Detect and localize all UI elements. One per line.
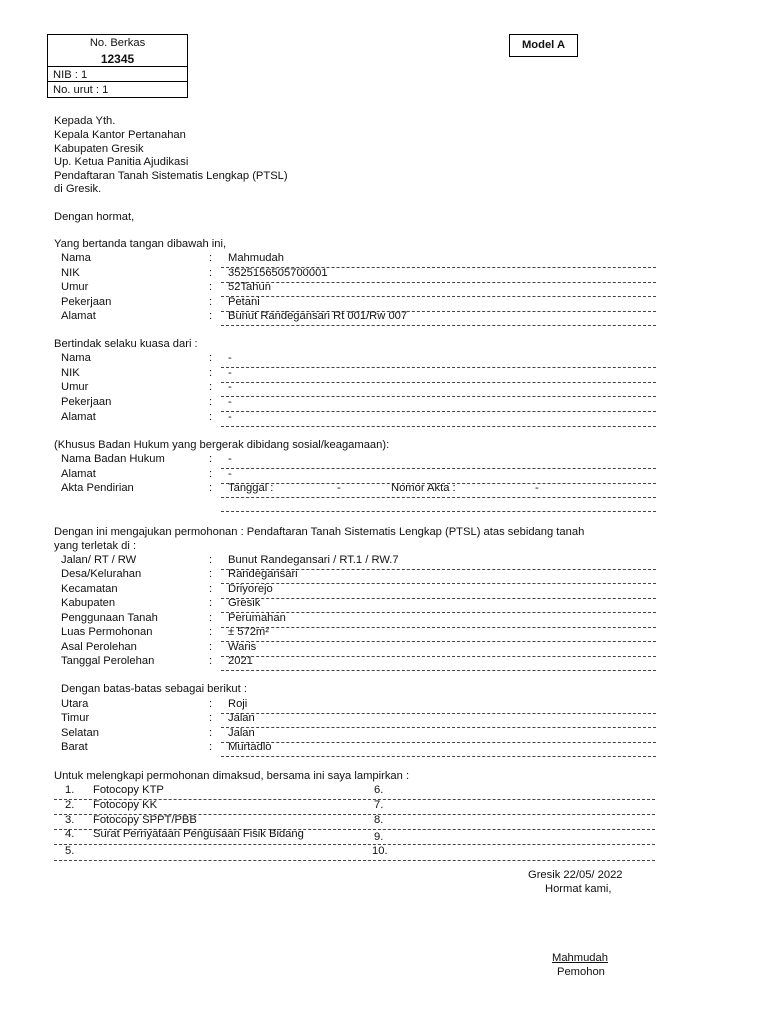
request-text: yang terletak di :: [54, 540, 137, 552]
field-value: -: [228, 453, 232, 465]
berkas-box: [47, 34, 188, 98]
address-line: Pendaftaran Tanah Sistematis Lengkap (PTSL): [54, 170, 288, 182]
field-label: Kabupaten: [61, 597, 116, 609]
field-label: Alamat: [61, 310, 96, 322]
field-value: -: [228, 352, 232, 364]
field-label: Pekerjaan: [61, 296, 112, 308]
field-value: Bunut Randegansari / RT.1 / RW.7: [228, 554, 399, 566]
nomor-akta-value: -: [535, 482, 539, 494]
berkas-label: No. Berkas: [89, 37, 146, 49]
boundary-row: Timur : Jalan: [61, 713, 661, 728]
field-value: 2021: [228, 655, 253, 667]
attachment-number: 10.: [372, 845, 388, 857]
field-value: Waris: [228, 641, 257, 653]
attachment-text: Surat Pernyataan Pengusaan Fisik Bidang: [93, 828, 304, 840]
signer-role: Pemohon: [557, 966, 605, 978]
signer-name: Mahmudah: [552, 952, 608, 964]
field-value: ± 572m²: [228, 626, 269, 638]
signer-row: NIK : 3525156505700001: [61, 268, 661, 283]
proxy-row: Umur : -: [61, 382, 661, 397]
field-label: Umur: [61, 281, 89, 293]
legal-row: Nama Badan Hukum : -: [61, 454, 661, 469]
legal-row: Akta Pendirian : Tanggal : - Nomor Akta : -: [61, 483, 661, 498]
attachment-text: Fotocopy KK: [93, 799, 158, 811]
nomor-akta-label: Nomor Akta :: [391, 482, 456, 494]
attachment-number: 1.: [65, 784, 75, 796]
attachment-row: [54, 830, 659, 845]
field-label: Alamat: [61, 411, 96, 423]
land-row: Desa/Kelurahan : Randegansari: [61, 569, 661, 584]
field-label: Nama: [61, 352, 91, 364]
field-label: Kecamatan: [61, 583, 118, 595]
address-line: Kepala Kantor Pertanahan: [54, 129, 186, 141]
attachment-number: 5.: [65, 845, 75, 857]
field-label: Akta Pendirian: [61, 482, 134, 494]
attachment-number: 9.: [374, 831, 384, 843]
attachment-text: Fotocopy KTP: [93, 784, 164, 796]
attachment-number: 2.: [65, 799, 75, 811]
field-label: Nama Badan Hukum: [61, 453, 165, 465]
field-value: -: [228, 468, 232, 480]
field-value: Petani: [228, 296, 260, 308]
berkas-number: 12345: [100, 52, 135, 66]
legal-row: Alamat : -: [61, 469, 661, 484]
field-value: -: [228, 396, 232, 408]
field-value: Jalan: [228, 727, 255, 739]
land-row: Asal Perolehan : Waris: [61, 642, 661, 657]
tanggal-label: Tanggal :: [228, 482, 274, 494]
field-value: Gresik: [228, 597, 261, 609]
field-label: Tanggal Perolehan: [61, 655, 155, 667]
field-value: Randegansari: [228, 568, 298, 580]
field-label: Jalan/ RT / RW: [61, 554, 137, 566]
field-label: Nama: [61, 252, 91, 264]
address-line: Kabupaten Gresik: [54, 143, 144, 155]
address-line: Kepada Yth.: [54, 115, 116, 127]
attachment-number: 4.: [65, 828, 75, 840]
field-label: NIK: [61, 267, 80, 279]
signer-row: Nama : Mahmudah: [61, 253, 661, 268]
land-row: Tanggal Perolehan : 2021: [61, 656, 661, 671]
field-label: Selatan: [61, 727, 99, 739]
field-label: Timur: [61, 712, 90, 724]
field-value: Murtadlo: [228, 741, 272, 753]
field-value: Bunut Randegansari Rt 001/Rw 007: [228, 310, 408, 322]
field-value: -: [228, 411, 232, 423]
land-row: Jalan/ RT / RW : Bunut Randegansari / RT.1 / RW.7: [61, 555, 661, 570]
closing-regards: Hormat kami,: [545, 883, 612, 895]
boundary-intro: Dengan batas-batas sebagai berikut :: [61, 683, 247, 695]
attachment-text: Fotocopy SPPT/PBB: [93, 814, 197, 826]
address-line: Up. Ketua Panitia Ajudikasi: [54, 156, 189, 168]
field-value: Roji: [228, 698, 248, 710]
field-value: 3525156505700001: [228, 267, 328, 279]
field-value: -: [228, 381, 232, 393]
boundary-row: Selatan : Jalan: [61, 728, 661, 743]
proxy-row: NIK : -: [61, 368, 661, 383]
field-value: Jalan: [228, 712, 255, 724]
field-label: Umur: [61, 381, 89, 393]
field-label: Desa/Kelurahan: [61, 568, 142, 580]
proxy-intro: Bertindak selaku kuasa dari :: [54, 338, 198, 350]
attachment-row: [54, 846, 659, 861]
boundary-row: Barat : Murtadlo: [61, 742, 661, 757]
field-label: Utara: [61, 698, 89, 710]
field-label: Pekerjaan: [61, 396, 112, 408]
nib-field: NIB : 1: [53, 69, 88, 81]
land-row: Kecamatan : Driyorejo: [61, 584, 661, 599]
attachment-row: [54, 785, 659, 800]
attachment-number: 6.: [374, 784, 384, 796]
field-label: Barat: [61, 741, 88, 753]
land-row: Luas Permohonan : ± 572m²: [61, 627, 661, 642]
field-label: Luas Permohonan: [61, 626, 153, 638]
request-text: Dengan ini mengajukan permohonan : Pendaftaran Tanah Sistematis Lengkap (PTSL) atas sebidang tanah: [54, 526, 585, 538]
land-row: Penggunaan Tanah : Perumahan: [61, 613, 661, 628]
signer-intro: Yang bertanda tangan dibawah ini,: [54, 238, 227, 250]
greeting: Dengan hormat,: [54, 211, 135, 223]
signer-row: Pekerjaan : Petani: [61, 297, 661, 312]
proxy-row: Nama : -: [61, 353, 661, 368]
field-value: -: [228, 367, 232, 379]
signer-row: Umur : 52Tahun: [61, 282, 661, 297]
signer-row: Alamat : Bunut Randegansari Rt 001/Rw 007: [61, 311, 661, 326]
field-label: Penggunaan Tanah: [61, 612, 158, 624]
field-label: NIK: [61, 367, 80, 379]
attachment-row: [54, 800, 659, 815]
proxy-row: Pekerjaan : -: [61, 397, 661, 412]
attachment-number: 3.: [65, 814, 75, 826]
attachments-intro: Untuk melengkapi permohonan dimaksud, bersama ini saya lampirkan :: [54, 770, 410, 782]
field-label: Alamat: [61, 468, 96, 480]
no-urut-field: No. urut : 1: [53, 84, 109, 96]
model-badge: Model A: [509, 34, 578, 57]
field-value: Perumahan: [228, 612, 286, 624]
field-value: Mahmudah: [228, 252, 284, 264]
attachment-number: 7.: [374, 799, 384, 811]
address-line: di Gresik.: [54, 183, 102, 195]
legal-intro: (Khusus Badan Hukum yang bergerak dibidang sosial/keagamaan):: [54, 439, 390, 451]
attachment-number: 8.: [374, 814, 384, 826]
field-value: 52Tahun: [228, 281, 271, 293]
place-date: Gresik 22/05/ 2022: [528, 869, 623, 881]
field-label: Asal Perolehan: [61, 641, 137, 653]
land-row: Kabupaten : Gresik: [61, 598, 661, 613]
tanggal-value: -: [337, 482, 341, 494]
field-value: Driyorejo: [228, 583, 273, 595]
boundary-row: Utara : Roji: [61, 699, 661, 714]
proxy-row: Alamat : -: [61, 412, 661, 427]
